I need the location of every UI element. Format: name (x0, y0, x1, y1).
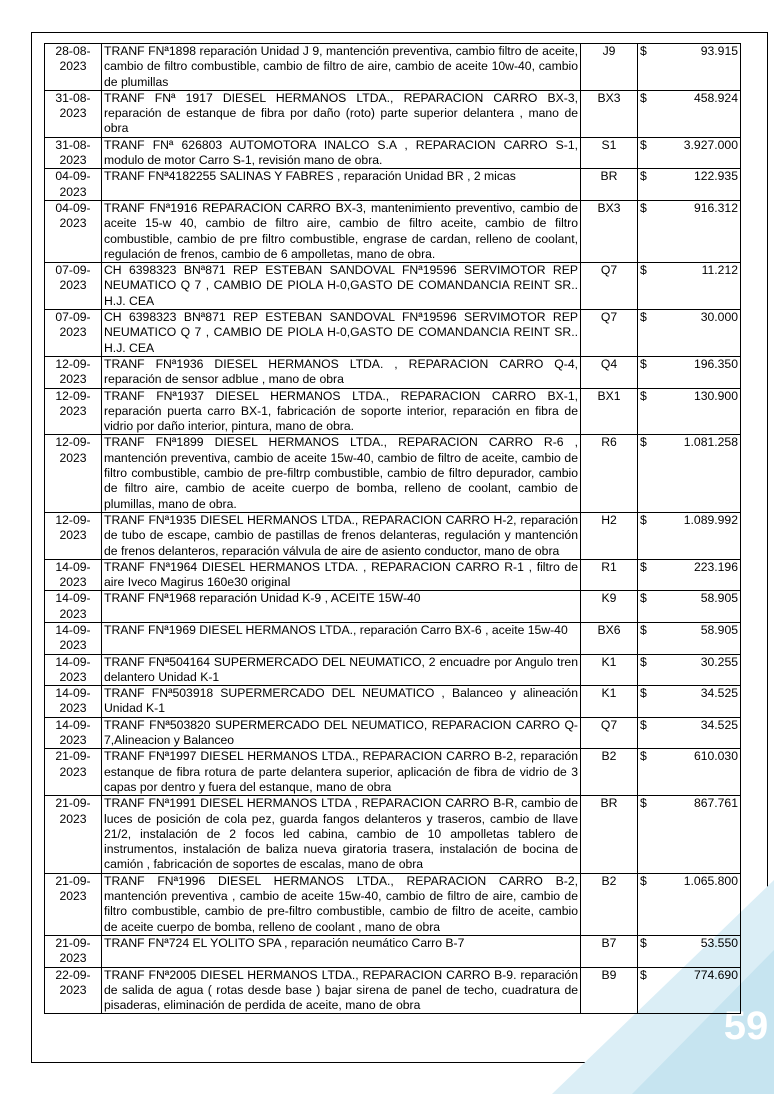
row-date: 04-09-2023 (45, 169, 102, 201)
row-date: 21-09-2023 (45, 935, 102, 967)
row-description: TRANF FNª1968 reparación Unidad K-9 , ACEITE 15W-40 (102, 591, 581, 623)
row-amount: 3.927.000 (683, 137, 738, 152)
row-amount-cell (638, 686, 741, 718)
row-amount: 53.550 (700, 935, 738, 950)
row-amount: 1.089.992 (683, 512, 738, 527)
table-row (45, 44, 741, 91)
table-row (45, 935, 741, 967)
expense-table-body (45, 44, 741, 1014)
row-unit-code: B2 (581, 749, 638, 796)
row-currency: $ (640, 200, 647, 215)
row-amount-cell (638, 935, 741, 967)
row-currency: $ (640, 435, 647, 450)
row-amount-cell (638, 310, 741, 357)
row-date: 14-09-2023 (45, 591, 102, 623)
table-row (45, 654, 741, 686)
row-description: TRANF FNª 1917 DIESEL HERMANOS LTDA., REPARACION CARRO BX-3, reparación de estanque de fibra por daño (roto) parte superior delantera , mano de obra (102, 90, 581, 137)
row-amount-cell (638, 559, 741, 591)
row-description: TRANF FNª504164 SUPERMERCADO DEL NEUMATICO, 2 encuadre por Angulo tren delantero Unidad K-1 (102, 654, 581, 686)
row-currency: $ (640, 654, 647, 669)
row-description: TRANF FNª1916 REPARACION CARRO BX-3, mantenimiento preventivo, cambio de aceite 15-w 40, cambio de filtro aire, cambio de filtro aceite, cambio de filtro combustible, cambio de pre filtro combustible, engrase de cardan, relleno de coolant, regulación de frenos, cambio de 6 ampolletas, mano de obra. (102, 200, 581, 262)
table-row (45, 622, 741, 654)
row-amount-cell (638, 591, 741, 623)
row-description: TRANF FNª2005 DIESEL HERMANOS LTDA., REPARACION CARRO B-9. reparación de salida de agua ( rotas desde base ) bajar sirena de panel de techo, cuadratura de pisaderas, eliminación de perdida de aceite, mano de obra (102, 967, 581, 1014)
row-date: 14-09-2023 (45, 654, 102, 686)
row-amount: 30.255 (700, 654, 738, 669)
row-unit-code: R1 (581, 559, 638, 591)
row-unit-code: B9 (581, 967, 638, 1014)
row-unit-code: Q7 (581, 263, 638, 310)
row-date: 21-09-2023 (45, 796, 102, 873)
row-unit-code: BX3 (581, 200, 638, 262)
row-unit-code: S1 (581, 137, 638, 169)
row-unit-code: B7 (581, 935, 638, 967)
row-unit-code: H2 (581, 512, 638, 559)
table-row (45, 169, 741, 201)
row-description: TRANF FNª1969 DIESEL HERMANOS LTDA., reparación Carro BX-6 , aceite 15w-40 (102, 622, 581, 654)
row-description: TRANF FNª1997 DIESEL HERMANOS LTDA., REPARACION CARRO B-2, reparación estanque de fibra rotura de parte delantera superior, aplicación de fibra de vidrio de 3 capas por dentro y fuera del estanque, mano de obra (102, 749, 581, 796)
row-date: 14-09-2023 (45, 717, 102, 749)
row-currency: $ (640, 717, 647, 732)
row-date: 28-08-2023 (45, 44, 102, 91)
row-amount-cell (638, 622, 741, 654)
row-date: 14-09-2023 (45, 686, 102, 718)
row-amount-cell (638, 169, 741, 201)
row-currency: $ (640, 356, 647, 371)
row-currency: $ (640, 44, 647, 58)
row-currency: $ (640, 686, 647, 701)
row-description: TRANF FNª 626803 AUTOMOTORA INALCO S.A , REPARACION CARRO S-1, modulo de motor Carro S-1, revisión mano de obra. (102, 137, 581, 169)
table-row (45, 310, 741, 357)
expense-table (44, 43, 741, 1014)
table-row (45, 967, 741, 1014)
row-date: 14-09-2023 (45, 559, 102, 591)
row-amount: 196.350 (693, 356, 738, 371)
row-amount-cell (638, 388, 741, 435)
row-date: 04-09-2023 (45, 200, 102, 262)
row-currency: $ (640, 90, 647, 105)
row-currency: $ (640, 388, 647, 403)
row-amount: 122.935 (693, 169, 738, 184)
table-row (45, 356, 741, 388)
row-currency: $ (640, 935, 647, 950)
row-currency: $ (640, 749, 647, 764)
table-row (45, 796, 741, 873)
table-row (45, 873, 741, 935)
row-description: TRANF FNª724 EL YOLITO SPA , reparación neumático Carro B-7 (102, 935, 581, 967)
row-amount: 223.196 (693, 559, 738, 574)
row-currency: $ (640, 967, 647, 982)
row-amount-cell (638, 137, 741, 169)
row-amount: 93.915 (700, 44, 738, 58)
row-date: 07-09-2023 (45, 263, 102, 310)
row-description: TRANF FNª1996 DIESEL HERMANOS LTDA., REPARACION CARRO B-2, mantención preventiva , cambio de aceite 15w-40, cambio de filtro de aire, cambio de filtro combustible, cambio de pre-filtro combustible, cambio de filtro de aceite, cambio de aceite cuerpo de bomba, relleno de coolant , mano de obra (102, 873, 581, 935)
row-date: 22-09-2023 (45, 967, 102, 1014)
row-date: 31-08-2023 (45, 137, 102, 169)
row-amount: 774.690 (693, 967, 738, 982)
row-amount: 610.030 (693, 749, 738, 764)
row-currency: $ (640, 310, 647, 325)
row-date: 31-08-2023 (45, 90, 102, 137)
row-amount-cell (638, 200, 741, 262)
row-unit-code: Q4 (581, 356, 638, 388)
table-row (45, 90, 741, 137)
row-unit-code: R6 (581, 435, 638, 512)
row-description: TRANF FNª1936 DIESEL HERMANOS LTDA. , REPARACION CARRO Q-4, reparación de sensor adblue , mano de obra (102, 356, 581, 388)
row-unit-code: BR (581, 796, 638, 873)
row-currency: $ (640, 137, 647, 152)
row-description: TRANF FNª1991 DIESEL HERMANOS LTDA , REPARACION CARRO B-R, cambio de luces de posición de cola pez, guarda fangos delanteros y traseros, cambio de llave 21/2, instalación de 2 focos led cabina, cambio de 10 ampolletas tablero de instrumentos, instalación de baliza nueva giratoria trasera, instalación de bocina de camión , fabricación de soportes de escalas, mano de obra (102, 796, 581, 873)
row-unit-code: K9 (581, 591, 638, 623)
table-row (45, 435, 741, 512)
row-date: 12-09-2023 (45, 388, 102, 435)
row-amount: 34.525 (700, 686, 738, 701)
row-amount: 458.924 (693, 90, 738, 105)
row-currency: $ (640, 591, 647, 606)
row-description: TRANF FNª1935 DIESEL HERMANOS LTDA., REPARACION CARRO H-2, reparación de tubo de escape, cambio de pastillas de frenos delanteras, regulación y mantención de frenos delanteros, reparación válvula de aire de asiento conductor, mano de obra (102, 512, 581, 559)
row-amount: 1.065.800 (683, 873, 738, 888)
row-date: 07-09-2023 (45, 310, 102, 357)
row-amount-cell (638, 873, 741, 935)
row-amount-cell (638, 263, 741, 310)
row-unit-code: Q7 (581, 310, 638, 357)
table-row (45, 749, 741, 796)
row-date: 21-09-2023 (45, 873, 102, 935)
row-amount: 916.312 (693, 200, 738, 215)
row-description: TRANF FNª1964 DIESEL HERMANOS LTDA. , REPARACION CARRO R-1 , filtro de aire Iveco Magirus 160e30 original (102, 559, 581, 591)
row-unit-code: BR (581, 169, 638, 201)
table-row (45, 200, 741, 262)
row-amount: 30.000 (700, 310, 738, 325)
row-amount: 867.761 (693, 796, 738, 811)
row-description: TRANF FNª503820 SUPERMERCADO DEL NEUMATICO, REPARACION CARRO Q-7,Alineacion y Balanceo (102, 717, 581, 749)
row-unit-code: BX3 (581, 90, 638, 137)
row-amount: 34.525 (700, 717, 738, 732)
table-row (45, 559, 741, 591)
row-unit-code: J9 (581, 44, 638, 91)
table-row (45, 717, 741, 749)
row-currency: $ (640, 559, 647, 574)
row-amount-cell (638, 90, 741, 137)
row-amount: 130.900 (693, 388, 738, 403)
row-description: TRANF FNª1898 reparación Unidad J 9, mantención preventiva, cambio filtro de aceite, cambio de filtro combustible, cambio de filtro de aire, cambio de aceite 10w-40, cambio de plumillas (102, 44, 581, 91)
row-description: TRANF FNª503918 SUPERMERCADO DEL NEUMATICO , Balanceo y alineación Unidad K-1 (102, 686, 581, 718)
row-description: CH 6398323 BNª871 REP ESTEBAN SANDOVAL FNª19596 SERVIMOTOR REP NEUMATICO Q 7 , CAMBIO DE PIOLA H-0,GASTO DE COMANDANCIA REINT SR.. H.J. CEA (102, 263, 581, 310)
row-currency: $ (640, 512, 647, 527)
row-currency: $ (640, 873, 647, 888)
row-amount: 11.212 (701, 263, 738, 278)
row-amount-cell (638, 435, 741, 512)
row-date: 12-09-2023 (45, 356, 102, 388)
row-amount: 58.905 (700, 622, 738, 637)
page-number: 59 (723, 1004, 769, 1048)
row-amount: 1.081.258 (683, 435, 738, 450)
row-date: 12-09-2023 (45, 512, 102, 559)
row-currency: $ (640, 796, 647, 811)
row-amount-cell (638, 749, 741, 796)
row-amount-cell (638, 356, 741, 388)
row-description: TRANF FNª1899 DIESEL HERMANOS LTDA., REPARACION CARRO R-6 , mantención preventiva, cambio de aceite 15w-40, cambio de filtro de aceite, cambio de filtro combustible, cambio de pre-filtrp combustible, cambio de filtro depurador, cambio de filtro aire, cambio de aceite cuerpo de bomba, relleno de coolant, cambio de plumillas, mano de obra. (102, 435, 581, 512)
table-row (45, 388, 741, 435)
row-currency: $ (640, 622, 647, 637)
row-amount-cell (638, 796, 741, 873)
row-amount-cell (638, 717, 741, 749)
row-unit-code: K1 (581, 686, 638, 718)
row-amount: 58.905 (700, 591, 738, 606)
row-unit-code: K1 (581, 654, 638, 686)
row-amount-cell (638, 967, 741, 1014)
row-currency: $ (640, 263, 647, 278)
table-row (45, 591, 741, 623)
row-currency: $ (640, 169, 647, 184)
row-unit-code: BX1 (581, 388, 638, 435)
table-row (45, 137, 741, 169)
row-date: 12-09-2023 (45, 435, 102, 512)
row-description: CH 6398323 BNª871 REP ESTEBAN SANDOVAL FNª19596 SERVIMOTOR REP NEUMATICO Q 7 , CAMBIO DE PIOLA H-0,GASTO DE COMANDANCIA REINT SR.. H.J. CEA (102, 310, 581, 357)
row-description: TRANF FNª4182255 SALINAS Y FABRES , reparación Unidad BR , 2 micas (102, 169, 581, 201)
row-amount-cell (638, 44, 741, 91)
row-date: 14-09-2023 (45, 622, 102, 654)
row-description: TRANF FNª1937 DIESEL HERMANOS LTDA., REPARACION CARRO BX-1, reparación puerta carro BX-1, fabricación de soporte interior, reparación en fibra de vidrio por daño interior, pintura, mano de obra. (102, 388, 581, 435)
row-amount-cell (638, 512, 741, 559)
row-unit-code: BX6 (581, 622, 638, 654)
table-row (45, 686, 741, 718)
row-unit-code: Q7 (581, 717, 638, 749)
table-row (45, 263, 741, 310)
row-date: 21-09-2023 (45, 749, 102, 796)
table-row (45, 512, 741, 559)
row-amount-cell (638, 654, 741, 686)
row-unit-code: B2 (581, 873, 638, 935)
